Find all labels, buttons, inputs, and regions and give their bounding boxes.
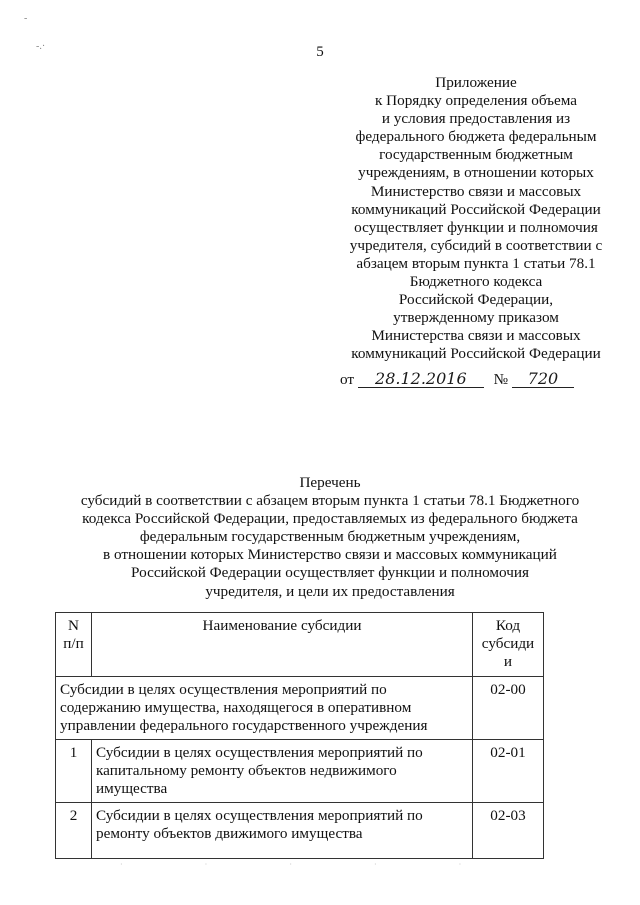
appendix-line: Министерство связи и массовых bbox=[370, 182, 582, 200]
appendix-line: учредителя, субсидий в соответствии с bbox=[349, 236, 603, 254]
group-row-code: 02-00 bbox=[473, 677, 544, 740]
order-date: 28.12.2016 bbox=[358, 371, 484, 388]
title-line: кодекса Российской Федерации, предоставляемых из федерального бюджета bbox=[82, 510, 578, 528]
table-row bbox=[56, 740, 544, 803]
row-code: 02-03 bbox=[473, 803, 544, 859]
header-number-line: N bbox=[68, 617, 79, 634]
order-from-label: от bbox=[340, 371, 355, 388]
order-number: 720 bbox=[512, 371, 574, 388]
appendix-line: утвержденному приказом bbox=[393, 309, 559, 327]
appendix-line: Приложение bbox=[435, 74, 517, 91]
appendix-line: осуществляет функции и полномочия bbox=[354, 218, 598, 236]
appendix-line: государственным бюджетным bbox=[379, 146, 573, 164]
scan-speck: - bbox=[24, 13, 28, 24]
title-line: Перечень bbox=[299, 474, 361, 491]
header-number-line: п/п bbox=[63, 635, 84, 652]
row-name: Субсидии в целях осуществления мероприятий по ремонту объектов движимого имущества bbox=[92, 803, 473, 859]
header-number bbox=[56, 613, 92, 677]
header-code-line: и bbox=[503, 653, 513, 670]
appendix-line: абзацем вторым пункта 1 статьи 78.1 bbox=[356, 254, 596, 272]
group-row-name: Субсидии в целях осуществления мероприятий по содержанию имущества, находящегося в оперативном управлении федерального государственного учреждения bbox=[56, 677, 473, 740]
table-header-row bbox=[56, 613, 544, 677]
appendix-line: федерального бюджета федеральным bbox=[355, 128, 597, 146]
appendix-line: Министерства связи и массовых bbox=[371, 327, 581, 345]
header-code-line: Код bbox=[495, 617, 521, 634]
order-reference bbox=[340, 370, 620, 390]
header-name: Наименование субсидии bbox=[92, 613, 473, 677]
header-code bbox=[473, 613, 544, 677]
title-line: учредителя, и цели их предоставления bbox=[205, 582, 455, 600]
order-number-label: № bbox=[493, 371, 509, 388]
title-line: субсидий в соответствии с абзацем вторым пункта 1 статьи 78.1 Бюджетного bbox=[80, 492, 580, 510]
scan-speck: -.· bbox=[36, 41, 46, 52]
appendix-line: Бюджетного кодекса bbox=[409, 273, 543, 291]
appendix-line: коммуникаций Российской Федерации bbox=[351, 345, 601, 363]
row-number: 2 bbox=[56, 803, 92, 859]
appendix-line: учреждениям, в отношении которых bbox=[358, 164, 594, 182]
row-number: 1 bbox=[56, 740, 92, 803]
appendix-line: к Порядку определения объема bbox=[374, 92, 578, 110]
page-number: 5 bbox=[316, 44, 324, 60]
row-code: 02-01 bbox=[473, 740, 544, 803]
appendix-line: коммуникаций Российской Федерации bbox=[351, 200, 601, 218]
table-row bbox=[56, 803, 544, 859]
title-line: в отношении которых Министерство связи и массовых коммуникаций bbox=[103, 546, 557, 564]
table-group-row bbox=[56, 677, 544, 740]
list-title bbox=[40, 474, 620, 601]
appendix-line: Российской Федерации, bbox=[398, 291, 554, 309]
appendix-header bbox=[330, 74, 622, 364]
header-code-line: субсиди bbox=[481, 635, 535, 652]
subsidies-table bbox=[55, 612, 544, 859]
title-line: Российской Федерации осуществляет функции и полномочия bbox=[131, 564, 529, 582]
title-line: федеральным государственным бюджетным учреждениям, bbox=[139, 528, 521, 546]
scan-noise: · · · · · bbox=[120, 860, 502, 869]
appendix-line: и условия предоставления из bbox=[381, 110, 571, 128]
row-name: Субсидии в целях осуществления мероприятий по капитальному ремонту объектов недвижимого имущества bbox=[92, 740, 473, 803]
